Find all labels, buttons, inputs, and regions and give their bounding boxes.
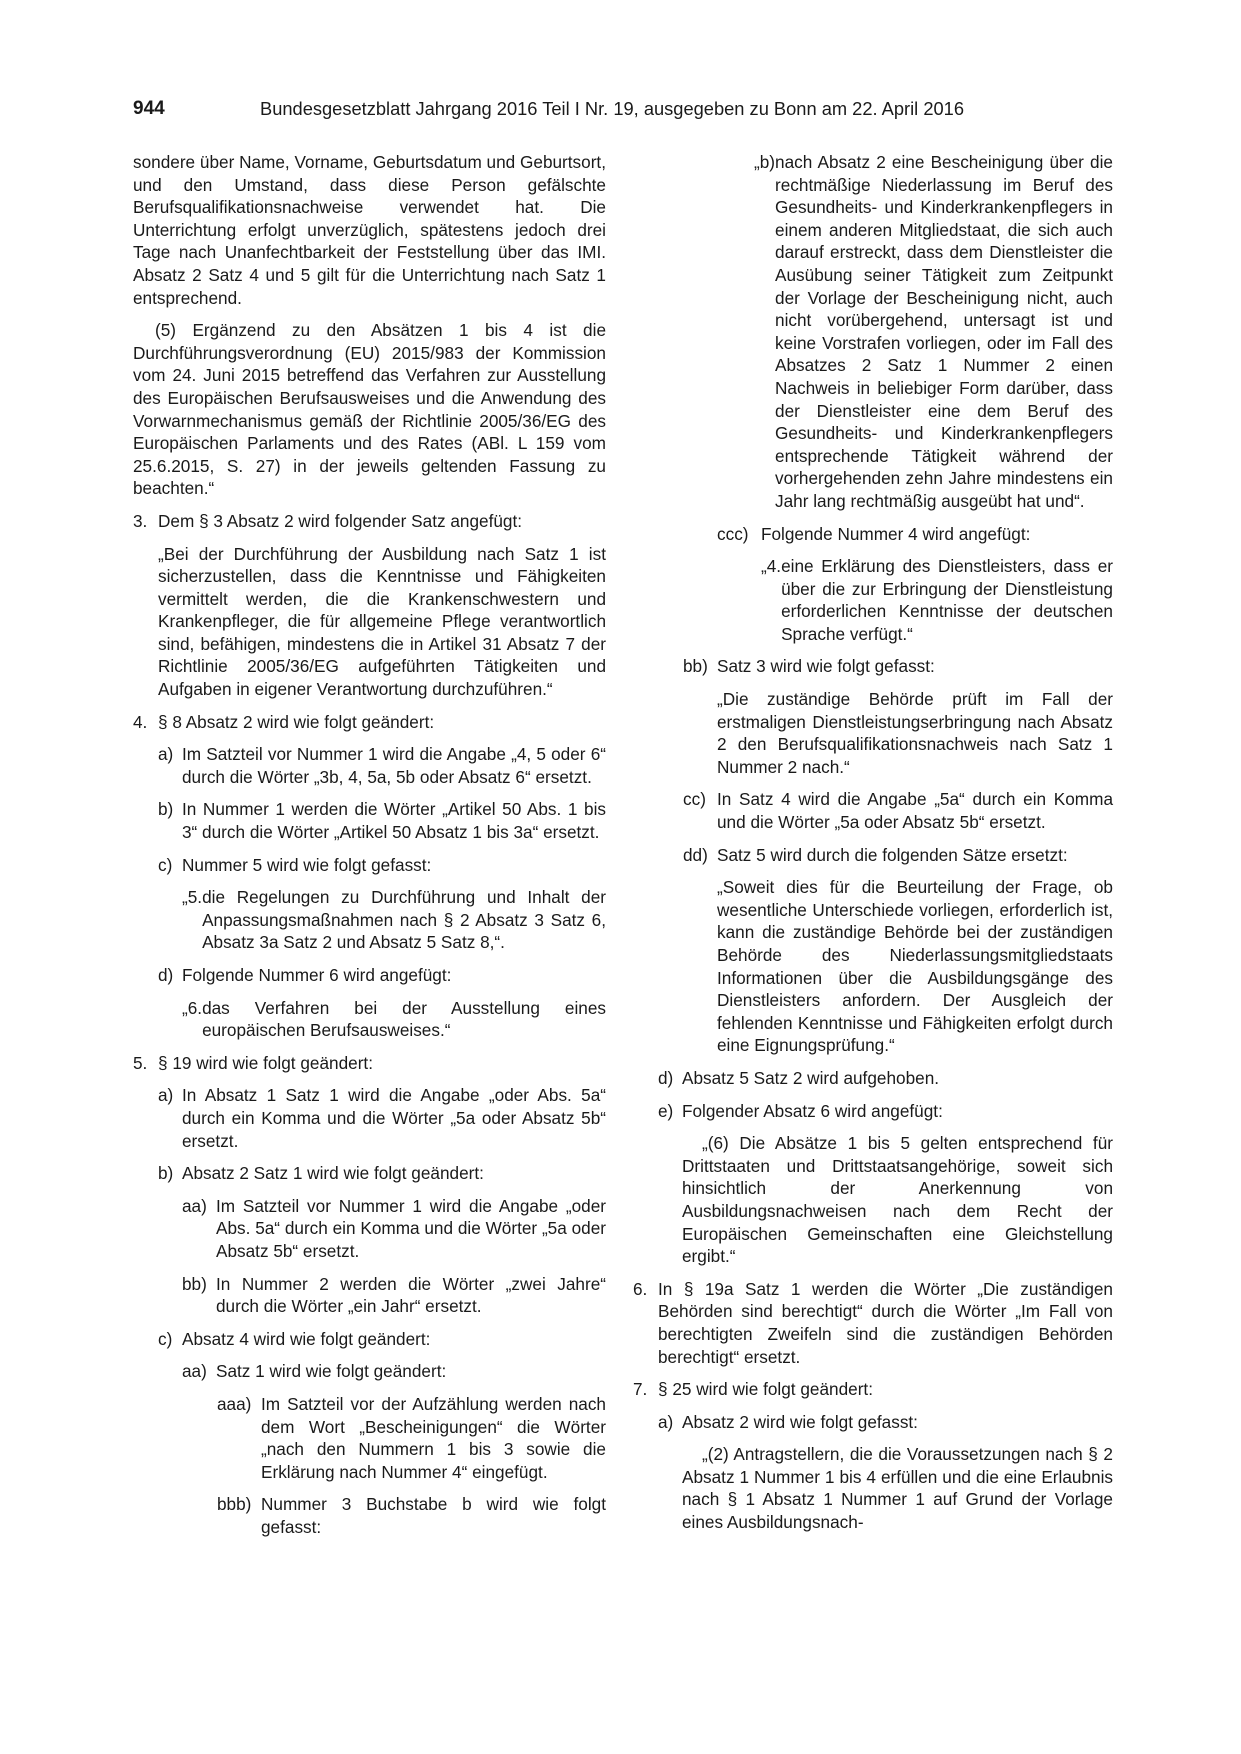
sub-item-c — [133, 1328, 606, 1351]
sub-item-d — [133, 964, 606, 987]
item-letter: a) — [158, 1085, 174, 1106]
item-letter: bb) — [182, 1273, 207, 1294]
item-text: Dem § 3 Absatz 2 wird folgender Satz angefügt: — [158, 510, 523, 531]
item-text: Im Satzteil vor Nummer 1 wird die Angabe „4, 5 oder 6“ durch die Wörter „3b, 4, 5a, 5b oder Absatz 6“ ersetzt. — [182, 744, 606, 787]
sub-sub-sub-item-aaa — [133, 1393, 606, 1483]
item-text: In Nummer 1 werden die Wörter „Artikel 50 Abs. 1 bis 3“ durch die Wörter „Artikel 50 Absatz 1 bis 3a“ ersetzt. — [182, 799, 606, 843]
sub-sub-item-aa — [133, 1360, 606, 1383]
item-text: eine Erklärung des Dienstleisters, dass er über die zur Erbringung der Dienstleistung erforderlichen Kenntnisse der deutschen Sprache verfügt.“ — [781, 556, 1113, 644]
item-text: Nummer 5 wird wie folgt gefasst: — [182, 854, 432, 875]
quoted-text: „(6) Die Absätze 1 bis 5 gelten entsprechend für Drittstaaten und Drittstaatsangehörige, soweit sich hinsichtlich der Anerkennung von Ausbildungsnachweisen nach dem Recht der Europäischen Gemeinschaften eine Gleichstellung ergibt.“ — [682, 1133, 1113, 1267]
item-number: 3. — [133, 510, 148, 531]
quoted-text: „Bei der Durchführung der Ausbildung nach Satz 1 ist sicherzustellen, dass die Kenntnisse und Fähigkeiten vermittelt werden, die die Krankenschwestern und Krankenpfleger, die für allgemeine Pflege verantwortlich sind, befähigen, mindestens die in Artikel 31 Absatz 7 der Richtlinie 2005/36/EG aufgeführten Tätigkeiten und Aufgaben in eigener Verantwortung durchzuführen.“ — [158, 543, 606, 700]
item-text: Satz 1 wird wie folgt geändert: — [216, 1361, 447, 1382]
item-number: „4. — [761, 556, 782, 577]
item-letter: a) — [158, 744, 174, 765]
item-letter: b) — [158, 799, 174, 820]
quoted-item — [633, 151, 1113, 513]
item-number: 4. — [133, 711, 148, 732]
item-text: § 19 wird wie folgt geändert: — [158, 1052, 373, 1073]
right-column — [633, 151, 1113, 1544]
item-text: nach Absatz 2 eine Bescheinigung über die rechtmäßige Niederlassung im Beruf des Gesundheits- und Kinderkrankenpflegers in einem anderen Mitgliedstaat, die sich auch darauf erstreckt, dass dem Dienstleister die Ausübung seiner Tätigkeit zum Zeitpunkt der Vorlage der Bescheinigung nicht, auch nicht vorübergehend, untersagt ist und keine Vorstrafen vorliegen, oder im Fall des Absatzes 2 Satz 1 Nummer 2 einen Nachweis in beliebiger Form darüber, dass der Dienstleister eine dem Beruf des Gesundheits- und Kinderkrankenpflegers entsprechende Tätigkeit während der vorhergehenden zehn Jahre mindestens ein Jahr lang rechtmäßig ausgeübt hat und“. — [775, 152, 1113, 511]
page-number: 944 — [133, 98, 165, 119]
item-letter: cc) — [683, 789, 706, 810]
item-text: Absatz 5 Satz 2 wird aufgehoben. — [682, 1067, 940, 1088]
item-text: In § 19a Satz 1 werden die Wörter „Die zuständigen Behörden sind berechtigt“ durch die Wörter „Im Fall von berechtigten Zweifeln sind die zuständigen Behörden berechtigt“ ersetzt. — [658, 1278, 1113, 1367]
sub-item-a — [133, 743, 606, 788]
sub-item-b — [133, 1162, 606, 1185]
item-text: Folgende Nummer 6 wird angefügt: — [182, 965, 452, 985]
quoted-item — [633, 555, 1113, 645]
item-text: Absatz 2 Satz 1 wird wie folgt geändert: — [182, 1163, 484, 1184]
item-letter: c) — [158, 1328, 173, 1349]
item-text: Im Satzteil vor Nummer 1 wird die Angabe „oder Abs. 5a“ durch ein Komma und die Wörter „5a oder Absatz 5b“ ersetzt. — [216, 1195, 606, 1261]
item-text: In Nummer 2 werden die Wörter „zwei Jahre“ durch die Wörter „ein Jahr“ ersetzt. — [216, 1273, 606, 1317]
item-text: Im Satzteil vor der Aufzählung werden nach dem Wort „Bescheinigungen“ die Wörter „nach den Nummern 1 bis 3 sowie die Erklärung nach Nummer 4“ eingefügt. — [261, 1393, 606, 1482]
item-number: 5. — [133, 1052, 148, 1073]
item-text: das Verfahren bei der Ausstellung eines europäischen Berufsausweises.“ — [202, 997, 606, 1041]
quoted-text: „Soweit dies für die Beurteilung der Frage, ob wesentliche Unterschiede vorliegen, erforderlich ist, kann die zuständige Behörde bei der zuständigen Behörde des Niederlassungsmitgliedstaats Informationen über die Ausbildungsgänge des Dienstleisters anfordern. Der Ausgleich der fehlenden Kenntnisse und Fähigkeiten erfolgt durch eine Eignungsprüfung.“ — [717, 877, 1113, 1056]
list-item-3 — [133, 510, 606, 533]
sub-item-a — [133, 1084, 606, 1152]
sub-sub-item-bb — [633, 655, 1113, 678]
left-column — [133, 151, 606, 1548]
item-text: Nummer 3 Buchstabe b wird wie folgt gefasst: — [261, 1494, 606, 1537]
item-letter: a) — [658, 1411, 674, 1432]
list-item-7 — [633, 1378, 1113, 1401]
item-letter: bb) — [683, 656, 708, 677]
item-letter: aaa) — [217, 1393, 252, 1414]
sub-item-e — [633, 1100, 1113, 1123]
item-letter: aa) — [182, 1361, 207, 1382]
paragraph: sondere über Name, Vorname, Geburtsdatum und Geburtsort, und den Umstand, dass diese Person gefälschte Berufsqualifikationsnachweise verwendet hat. Die Unterrichtung erfolgt unverzüglich, spätestens jedoch drei Tage nach Unanfechtbarkeit der Feststellung über das IMI. Absatz 2 Satz 4 und 5 gilt für die Unterrichtung nach Satz 1 entsprechend. — [133, 152, 606, 308]
item-number: „5. — [182, 887, 203, 908]
running-head: Bundesgesetzblatt Jahrgang 2016 Teil I Nr. 19, ausgegeben zu Bonn am 22. April 2016 — [260, 98, 964, 119]
item-letter: bbb) — [217, 1494, 252, 1515]
page-header — [133, 98, 983, 128]
item-number: „6. — [182, 997, 203, 1018]
list-item-5 — [133, 1052, 606, 1075]
sub-sub-sub-item-ccc — [633, 523, 1113, 546]
sub-sub-sub-item-bbb — [133, 1493, 606, 1538]
item-text: § 25 wird wie folgt geändert: — [658, 1379, 873, 1400]
item-text: Folgender Absatz 6 wird angefügt: — [682, 1100, 943, 1121]
item-number: 6. — [633, 1278, 648, 1299]
sub-item-d — [633, 1067, 1113, 1090]
paragraph: (5) Ergänzend zu den Absätzen 1 bis 4 ist die Durchführungsverordnung (EU) 2015/983 der Kommission vom 24. Juni 2015 betreffend das Verfahren zur Ausstellung des Europäischen Berufsausweises und die Anwendung des Vorwarnmechanismus gemäß der Richtlinie 2005/36/EG des Europäischen Parlaments und des Rates (ABl. L 159 vom 25.6.2015, S. 27) in der jeweils geltenden Fassung zu beachten.“ — [133, 320, 606, 499]
quoted-text: „Die zuständige Behörde prüft im Fall der erstmaligen Dienstleistungserbringung nach Absatz 2 den Berufsqualifikationsnachweis nach Satz 1 Nummer 2 nach.“ — [717, 689, 1113, 777]
sub-item-a — [633, 1411, 1113, 1434]
item-letter: c) — [158, 854, 173, 875]
item-text: In Absatz 1 Satz 1 wird die Angabe „oder Abs. 5a“ durch ein Komma und die Wörter „5a oder Absatz 5b“ ersetzt. — [182, 1085, 606, 1151]
sub-sub-item-bb — [133, 1273, 606, 1318]
item-letter: dd) — [683, 844, 708, 865]
item-text: In Satz 4 wird die Angabe „5a“ durch ein Komma und die Wörter „5a oder Absatz 5b“ ersetzt. — [717, 789, 1113, 833]
item-number: 7. — [633, 1379, 648, 1400]
item-letter: ccc) — [717, 523, 749, 544]
item-text: § 8 Absatz 2 wird wie folgt geändert: — [158, 711, 435, 732]
item-text: Absatz 4 wird wie folgt geändert: — [182, 1328, 431, 1349]
item-text: Folgende Nummer 4 wird angefügt: — [761, 523, 1031, 544]
quoted-text: „(2) Antragstellern, die die Voraussetzungen nach § 2 Absatz 1 Nummer 1 bis 4 erfüllen und die eine Erlaubnis nach § 1 Absatz 1 Nummer 1 auf Grund der Vorlage eines Ausbildungsnach- — [682, 1444, 1113, 1533]
item-text: die Regelungen zu Durchführung und Inhalt der Anpassungsmaßnahmen nach § 2 Absatz 3 Satz 6, Absatz 3a Satz 2 und Absatz 5 Satz 8,“. — [202, 887, 606, 953]
quoted-item — [133, 997, 606, 1042]
sub-sub-item-cc — [633, 788, 1113, 833]
item-text: Satz 5 wird durch die folgenden Sätze ersetzt: — [717, 844, 1068, 865]
list-item-4 — [133, 711, 606, 734]
item-text: Satz 3 wird wie folgt gefasst: — [717, 656, 935, 677]
list-item-6 — [633, 1278, 1113, 1368]
sub-sub-item-aa — [133, 1195, 606, 1263]
item-letter: d) — [658, 1067, 674, 1088]
quoted-item — [133, 886, 606, 954]
item-letter: d) — [158, 965, 174, 985]
item-letter: e) — [658, 1100, 674, 1121]
sub-item-c — [133, 854, 606, 877]
sub-sub-item-dd — [633, 844, 1113, 867]
item-letter: aa) — [182, 1195, 207, 1216]
item-letter: „b) — [754, 152, 776, 172]
sub-item-b — [133, 798, 606, 843]
item-text: Absatz 2 wird wie folgt gefasst: — [682, 1411, 918, 1432]
item-letter: b) — [158, 1163, 174, 1184]
